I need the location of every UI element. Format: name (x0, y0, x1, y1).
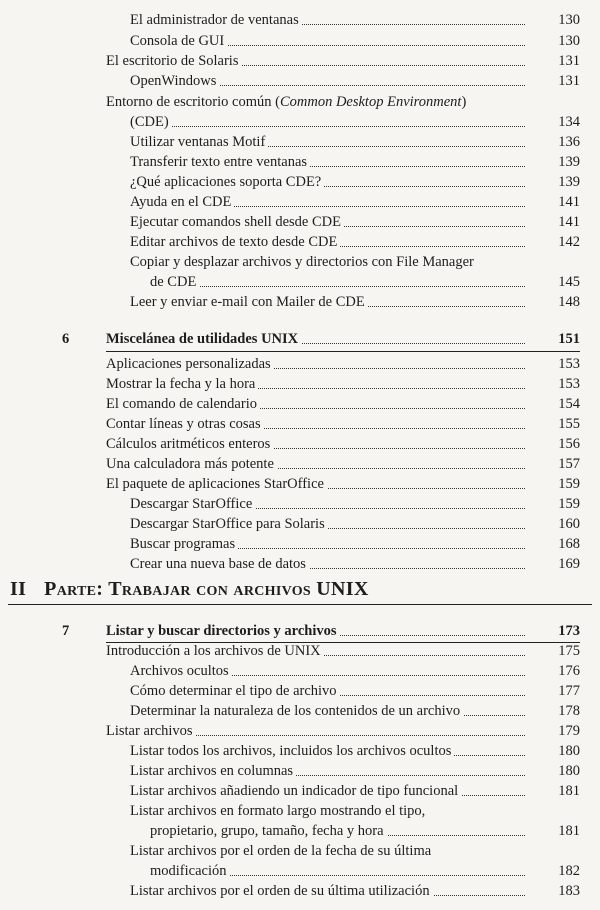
page-number: 181 (558, 783, 580, 799)
page-number: 154 (558, 396, 580, 412)
toc-entry[interactable]: Listar archivos en formato largo mostrando el tipo, (130, 803, 426, 819)
page-number: 131 (558, 73, 580, 89)
toc-entry[interactable]: El paquete de aplicaciones StarOffice (106, 474, 525, 494)
page-number: 168 (558, 536, 580, 552)
toc-entry[interactable]: Descargar StarOffice para Solaris (130, 514, 525, 534)
chapter-title[interactable]: Miscelánea de utilidades UNIX (106, 329, 525, 349)
page-number: 141 (558, 214, 580, 230)
page-number: 145 (558, 274, 580, 290)
page-number: 175 (558, 643, 580, 659)
toc-entry[interactable]: ¿Qué aplicaciones soporta CDE? (130, 172, 525, 192)
toc-entry[interactable]: El administrador de ventanas (130, 10, 525, 30)
page-number: 159 (558, 496, 580, 512)
chapter-number: 6 (62, 331, 70, 347)
part-heading[interactable] (10, 578, 369, 601)
page-number: 180 (558, 743, 580, 759)
page-number: 141 (558, 194, 580, 210)
page-number: 153 (558, 356, 580, 372)
chapter-page-number: 151 (558, 331, 580, 347)
chapter-title[interactable]: Listar y buscar directorios y archivos (106, 621, 525, 641)
toc-entry[interactable]: OpenWindows (130, 71, 525, 91)
page-number: 156 (558, 436, 580, 452)
page-number: 182 (558, 863, 580, 879)
page-number: 136 (558, 134, 580, 150)
toc-entry-continuation[interactable]: modificación (150, 861, 525, 881)
toc-entry-continuation[interactable]: de CDE (150, 272, 525, 292)
toc-entry[interactable]: Utilizar ventanas Motif (130, 132, 525, 152)
page-number: 181 (558, 823, 580, 839)
page-number: 134 (558, 114, 580, 130)
toc-entry[interactable]: Cómo determinar el tipo de archivo (130, 681, 525, 701)
toc-entry[interactable]: Descargar StarOffice (130, 494, 525, 514)
page-number: 159 (558, 476, 580, 492)
toc-entry[interactable]: Archivos ocultos (130, 661, 525, 681)
toc-entry[interactable]: Listar archivos en columnas (130, 761, 525, 781)
toc-entry-continuation[interactable]: propietario, grupo, tamaño, fecha y hora (150, 821, 525, 841)
toc-entry[interactable]: Una calculadora más potente (106, 454, 525, 474)
toc-entry[interactable]: Mostrar la fecha y la hora (106, 374, 525, 394)
toc-entry[interactable]: Introducción a los archivos de UNIX (106, 641, 525, 661)
toc-entry[interactable]: Determinar la naturaleza de los contenidos de un archivo (130, 701, 525, 721)
page-number: 148 (558, 294, 580, 310)
page-number: 160 (558, 516, 580, 532)
page-number: 139 (558, 174, 580, 190)
toc-entry[interactable]: Entorno de escritorio común (Common Desktop Environment) (106, 94, 467, 110)
toc-entry[interactable]: El escritorio de Solaris (106, 51, 525, 71)
toc-entry[interactable]: Ayuda en el CDE (130, 192, 525, 212)
page-number: 130 (558, 12, 580, 28)
toc-entry[interactable]: Cálculos aritméticos enteros (106, 434, 525, 454)
part-rule (8, 604, 592, 605)
page-number: 130 (558, 33, 580, 49)
part-title: Parte: Trabajar con archivos UNIX (44, 578, 369, 600)
page-number: 176 (558, 663, 580, 679)
toc-entry[interactable]: Listar archivos por el orden de la fecha de su última (130, 843, 432, 859)
page-number: 131 (558, 53, 580, 69)
toc-entry[interactable]: Listar archivos (106, 721, 525, 741)
toc-entry[interactable]: Copiar y desplazar archivos y directorios con File Manager (130, 254, 474, 270)
toc-entry[interactable]: Listar archivos añadiendo un indicador de tipo funcional (130, 781, 525, 801)
toc-entry[interactable]: Ejecutar comandos shell desde CDE (130, 212, 525, 232)
page-number: 179 (558, 723, 580, 739)
part-numeral: II (10, 578, 27, 600)
toc-entry[interactable]: Crear una nueva base de datos (130, 554, 525, 574)
toc-entry[interactable]: Listar todos los archivos, incluidos los archivos ocultos (130, 741, 525, 761)
page-number: 139 (558, 154, 580, 170)
page-number: 177 (558, 683, 580, 699)
page-number: 178 (558, 703, 580, 719)
page-number: 157 (558, 456, 580, 472)
toc-entry[interactable]: Consola de GUI (130, 31, 525, 51)
toc-entry[interactable]: El comando de calendario (106, 394, 525, 414)
page-number: 180 (558, 763, 580, 779)
toc-entry[interactable]: Aplicaciones personalizadas (106, 354, 525, 374)
toc-entry-continuation[interactable]: (CDE) (130, 112, 525, 132)
page-number: 155 (558, 416, 580, 432)
page-number: 142 (558, 234, 580, 250)
toc-entry[interactable]: Listar archivos por el orden de su última utilización (130, 881, 525, 901)
toc-entry[interactable]: Contar líneas y otras cosas (106, 414, 525, 434)
chapter-page-number: 173 (558, 623, 580, 639)
page-number: 153 (558, 376, 580, 392)
toc-entry[interactable]: Leer y enviar e-mail con Mailer de CDE (130, 292, 525, 312)
toc-entry[interactable]: Editar archivos de texto desde CDE (130, 232, 525, 252)
chapter-number: 7 (62, 623, 70, 639)
chapter-rule (106, 351, 580, 352)
toc-entry[interactable]: Buscar programas (130, 534, 525, 554)
toc-entry[interactable]: Transferir texto entre ventanas (130, 152, 525, 172)
page-number: 183 (558, 883, 580, 899)
page-number: 169 (558, 556, 580, 572)
